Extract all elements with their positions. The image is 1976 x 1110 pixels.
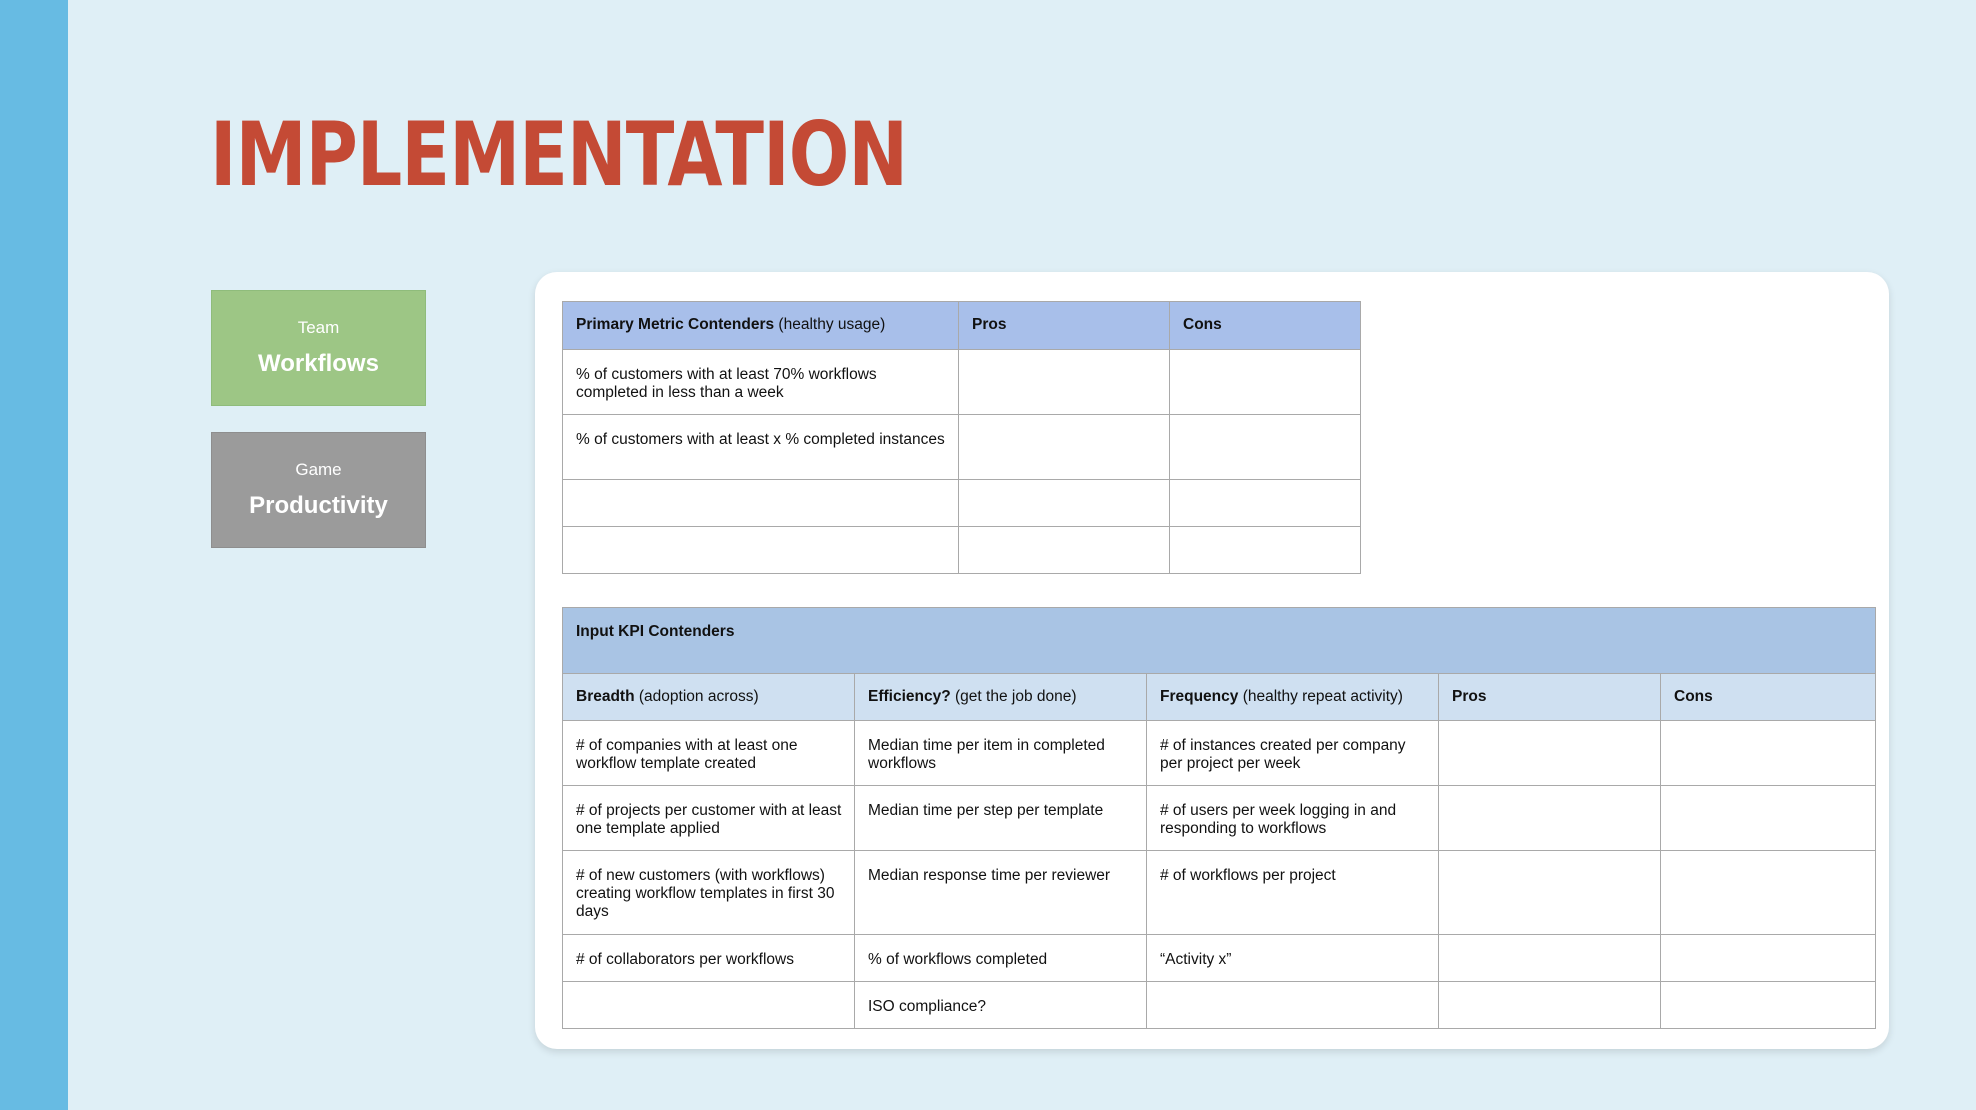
table-cell [1661, 935, 1876, 982]
table-row [563, 851, 1876, 935]
team-badge [211, 290, 426, 406]
table-cell [563, 982, 855, 1029]
table-row [563, 721, 1876, 786]
table-row [563, 480, 1361, 527]
page-title: IMPLEMENTATION [210, 103, 908, 206]
header-kpi-cons [1661, 674, 1876, 721]
table-cell: # of companies with at least one workflow template created [563, 721, 855, 786]
team-badge-label: Workflows [258, 350, 379, 377]
table-cell: # of new customers (with workflows) creating workflow templates in first 30 days [563, 851, 855, 935]
input-kpi-table [562, 607, 1876, 1029]
table-cell [1439, 935, 1661, 982]
header-kpi-pros [1439, 674, 1661, 721]
header-frequency-bold: Frequency [1160, 688, 1239, 705]
content-card [535, 272, 1889, 1049]
table-cell: ISO compliance? [855, 982, 1147, 1029]
game-badge-label: Productivity [249, 492, 388, 519]
table-row [563, 982, 1876, 1029]
header-efficiency-note: (get the job done) [950, 688, 1077, 705]
header-frequency-note: (healthy repeat activity) [1238, 688, 1403, 705]
table-cell [563, 527, 959, 574]
table-cell: % of workflows completed [855, 935, 1147, 982]
table-cell [1661, 786, 1876, 851]
table-cell: # of instances created per company per project per week [1147, 721, 1439, 786]
table-cell: # of collaborators per workflows [563, 935, 855, 982]
table-cell [959, 350, 1170, 415]
table-cell [959, 415, 1170, 480]
header-primary-metric-note: (healthy usage) [774, 316, 886, 333]
table-cell [1439, 851, 1661, 935]
table-cell: Median response time per reviewer [855, 851, 1147, 935]
table-cell [1170, 480, 1361, 527]
table-row [563, 350, 1361, 415]
table-cell: # of workflows per project [1147, 851, 1439, 935]
table-cell [1439, 786, 1661, 851]
table-cell: Median time per step per template [855, 786, 1147, 851]
table-cell: % of customers with at least x % completed instances [563, 415, 959, 480]
table-cell [1170, 415, 1361, 480]
input-kpi-group-header [563, 608, 1876, 674]
game-badge-caption: Game [295, 460, 342, 479]
header-breadth [563, 674, 855, 721]
left-accent-stripe [0, 0, 68, 1110]
game-badge [211, 432, 426, 548]
table-row [563, 786, 1876, 851]
table-cell: “Activity x” [1147, 935, 1439, 982]
table-row [563, 527, 1361, 574]
table-cell [1661, 721, 1876, 786]
header-breadth-note: (adoption across) [634, 688, 759, 705]
table-cell: Median time per item in completed workflows [855, 721, 1147, 786]
primary-metric-header-row [563, 302, 1361, 350]
table-cell [1661, 851, 1876, 935]
team-badge-caption: Team [297, 318, 340, 337]
table-cell [1661, 982, 1876, 1029]
header-primary-metric [563, 302, 959, 350]
table-cell [1170, 350, 1361, 415]
table-cell [1170, 527, 1361, 574]
table-cell [563, 480, 959, 527]
header-efficiency-bold: Efficiency? [868, 688, 951, 705]
table-cell [959, 527, 1170, 574]
table-cell: # of projects per customer with at least one template applied [563, 786, 855, 851]
input-kpi-group-label: Input KPI Contenders [576, 623, 735, 640]
table-cell [1439, 721, 1661, 786]
primary-metric-table [562, 301, 1361, 574]
header-cons [1170, 302, 1361, 350]
table-row [563, 935, 1876, 982]
header-cons-label: Cons [1183, 316, 1222, 333]
input-kpi-group-header-row [563, 608, 1876, 674]
table-cell: # of users per week logging in and responding to workflows [1147, 786, 1439, 851]
table-cell: % of customers with at least 70% workflows completed in less than a week [563, 350, 959, 415]
header-pros [959, 302, 1170, 350]
input-kpi-column-header-row [563, 674, 1876, 721]
header-efficiency [855, 674, 1147, 721]
table-row [563, 415, 1361, 480]
header-kpi-cons-label: Cons [1674, 688, 1713, 705]
table-cell [1439, 982, 1661, 1029]
table-cell [959, 480, 1170, 527]
header-primary-metric-bold: Primary Metric Contenders [576, 316, 775, 333]
header-pros-label: Pros [972, 316, 1007, 333]
table-cell [1147, 982, 1439, 1029]
header-kpi-pros-label: Pros [1452, 688, 1487, 705]
header-frequency [1147, 674, 1439, 721]
header-breadth-bold: Breadth [576, 688, 635, 705]
